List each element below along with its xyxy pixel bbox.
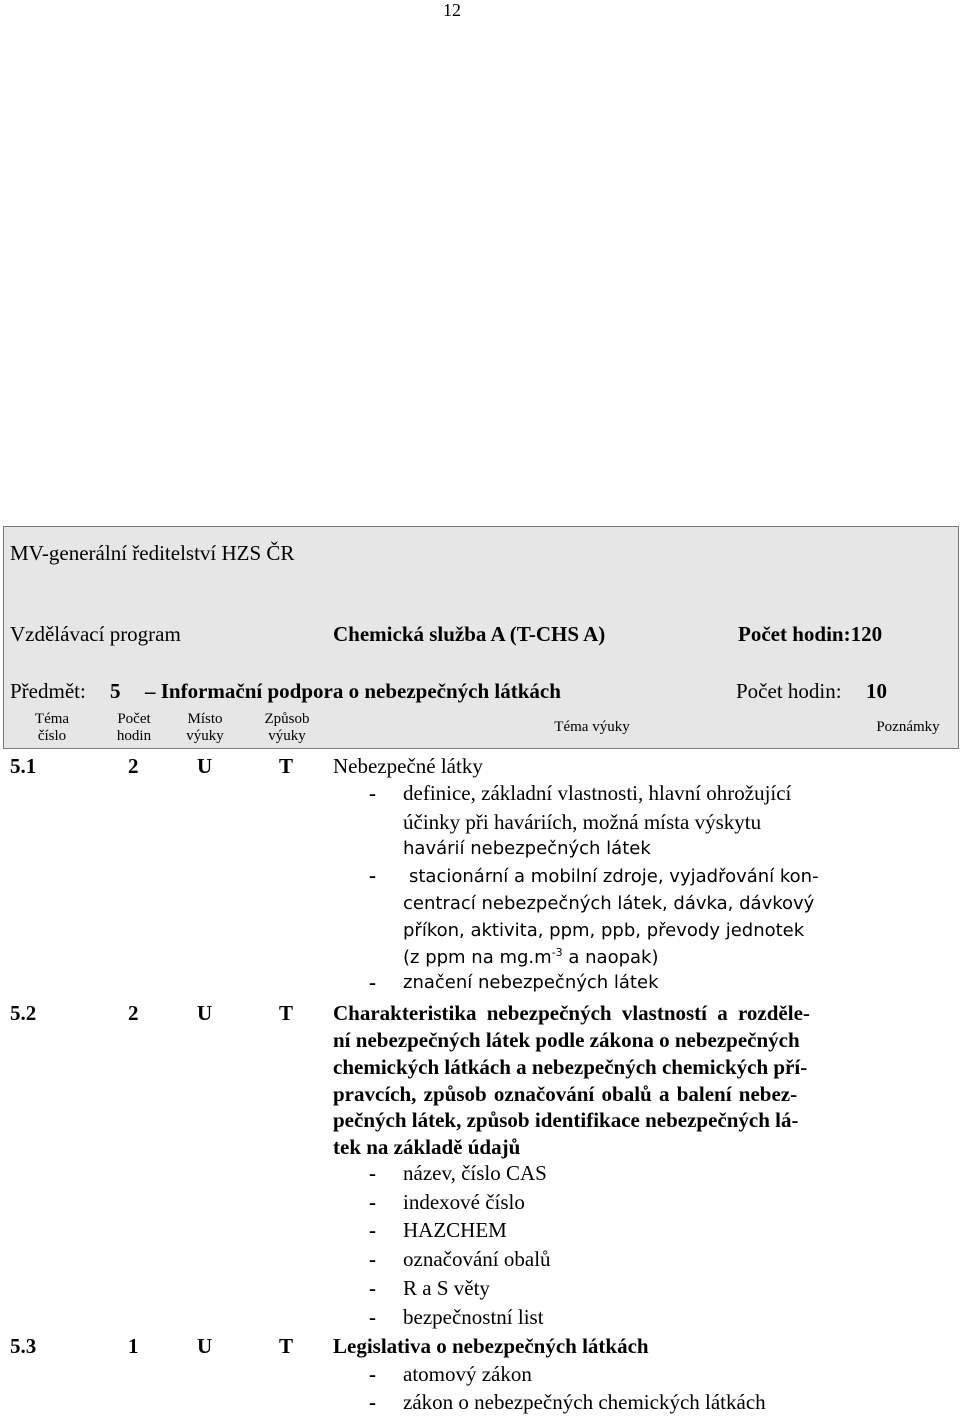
row-5-2-bullet-6: - <box>369 1305 376 1329</box>
row-5-2-para-line-6: tek na základě údajů <box>333 1135 521 1159</box>
row-5-3-hours: 1 <box>128 1334 139 1358</box>
column-header-topic-number-line1: Téma <box>34 711 70 727</box>
row-5-1-place: U <box>197 754 213 778</box>
row-5-3-item-1: atomový zákon <box>403 1362 532 1386</box>
row-5-2-bullet-4: - <box>369 1247 376 1271</box>
column-header-topic-number <box>22 711 82 745</box>
row-5-2-item-2: indexové číslo <box>403 1190 525 1214</box>
row-5-2-method: T <box>279 1001 294 1025</box>
row-5-3-bullet-2: - <box>369 1390 376 1414</box>
row-5-1-bullet-3: - <box>369 970 376 994</box>
row-5-1-line-7-sup: -3 <box>551 946 563 959</box>
row-5-1-number: 5.1 <box>10 754 37 778</box>
row-5-2-number: 5.2 <box>10 1001 37 1025</box>
column-header-hours-line2: hodin <box>116 728 152 744</box>
row-5-3-method: T <box>279 1334 294 1358</box>
row-5-3-bullet-1: - <box>369 1362 376 1386</box>
row-5-2-item-1: název, číslo CAS <box>403 1161 547 1185</box>
row-5-2-para-line-4: pravcích, způsob označování obalů a balení nebez- <box>333 1082 798 1106</box>
row-5-3-title: Legislativa o nebezpečných látkách <box>333 1334 649 1358</box>
column-header-notes: Poznámky <box>876 719 940 735</box>
row-5-1-line-7-tail: a naopak) <box>568 947 659 968</box>
row-5-1-title: Nebezpečné látky <box>333 754 483 778</box>
subject-name: – Informační podpora o nebezpečných látkách <box>145 679 561 703</box>
row-5-2-item-5: R a S věty <box>403 1276 490 1300</box>
subject-hours-label: Počet hodin: <box>736 679 842 703</box>
organization-title: MV-generální ředitelství HZS ČR <box>10 541 295 565</box>
page-number: 12 <box>443 0 461 20</box>
column-header-topic-number-line2: číslo <box>37 728 67 744</box>
row-5-1-line-4: stacionární a mobilní zdroje, vyjadřování kon- <box>409 866 819 887</box>
row-5-1-line-2: účinky při haváriích, možná místa výskytu <box>403 810 762 834</box>
subject-hours-value: 10 <box>866 679 887 703</box>
column-header-place-line2: výuky <box>186 728 224 744</box>
row-5-2-para-line-5: pečných látek, způsob identifikace nebezpečných lá- <box>333 1108 799 1132</box>
row-5-2-para-line-2: ní nebezpečných látek podle zákona o nebezpečných <box>333 1028 800 1052</box>
column-header-topic: Téma výuky <box>554 719 630 735</box>
row-5-2-bullet-5: - <box>369 1276 376 1300</box>
row-5-3-item-2: zákon o nebezpečných chemických látkách <box>403 1390 766 1414</box>
program-hours: Počet hodin:120 <box>738 622 883 646</box>
row-5-2-para-line-3: chemických látkách a nebezpečných chemických pří- <box>333 1055 808 1079</box>
row-5-1-method: T <box>279 754 294 778</box>
column-header-method-line1: Způsob <box>264 711 310 727</box>
row-5-1-line-5: centrací nebezpečných látek, dávka, dávkový <box>403 893 815 914</box>
row-5-2-bullet-3: - <box>369 1218 376 1242</box>
row-5-1-bullet-1: - <box>369 781 376 805</box>
row-5-2-item-6: bezpečnostní list <box>403 1305 544 1329</box>
subject-number: 5 <box>110 679 121 703</box>
row-5-1-line-7 <box>403 946 659 968</box>
row-5-2-place: U <box>197 1001 213 1025</box>
column-header-place <box>175 711 235 745</box>
column-header-method <box>255 711 319 745</box>
row-5-1-line-3: havárií nebezpečných látek <box>403 838 651 859</box>
program-name: Chemická služba A (T-CHS A) <box>333 622 606 646</box>
column-header-hours-line1: Počet <box>117 711 151 727</box>
subject-label: Předmět: <box>10 679 86 703</box>
row-5-2-bullet-2: - <box>369 1190 376 1214</box>
row-5-2-item-3: HAZCHEM <box>403 1218 507 1242</box>
column-header-place-line1: Místo <box>187 711 223 727</box>
row-5-2-item-4: označování obalů <box>403 1247 551 1271</box>
row-5-3-number: 5.3 <box>10 1334 37 1358</box>
program-label: Vzdělávací program <box>10 622 181 646</box>
row-5-1-line-7-text: (z ppm na mg.m <box>403 947 552 968</box>
column-header-hours <box>104 711 164 745</box>
row-5-2-hours: 2 <box>128 1001 139 1025</box>
row-5-2-bullet-1: - <box>369 1161 376 1185</box>
row-5-2-para-line-1: Charakteristika nebezpečných vlastností a rozděle- <box>333 1001 810 1025</box>
row-5-1-bullet-2: - <box>369 863 376 887</box>
row-5-1-line-1: definice, základní vlastnosti, hlavní ohrožující <box>403 781 792 805</box>
row-5-3-place: U <box>197 1334 213 1358</box>
row-5-1-hours: 2 <box>128 754 139 778</box>
row-5-1-line-8: značení nebezpečných látek <box>403 972 659 993</box>
row-5-1-line-6: příkon, aktivita, ppm, ppb, převody jednotek <box>403 920 805 941</box>
column-header-method-line2: výuky <box>268 728 306 744</box>
